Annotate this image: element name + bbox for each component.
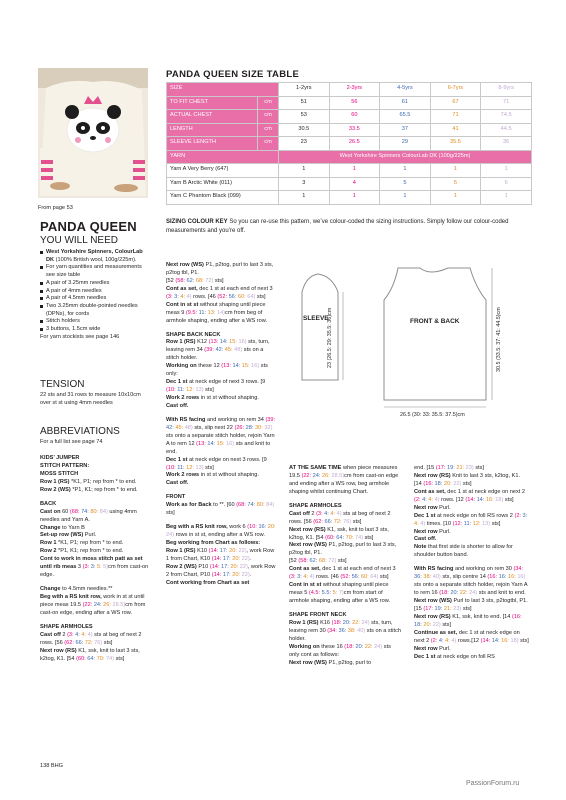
sleeve-label: SLEEVE (303, 315, 329, 322)
watermark: PassionForum.ru (466, 780, 520, 787)
yarn-header-row: YARN West Yorkshire Spinners ColourLab DK (100g/225m) (167, 150, 532, 164)
material-item: A pair of 4mm needles (40, 288, 152, 296)
pattern-column-3: AT THE SAME TIME when piece measures 19.5 (22: 24: 26: 28.5)cm from cast-on edge and ending after a WS row, beg armhole shaping whilst continuing Chart. SHAPE ARMHOLES Cast off 2 (3: 4: 4: 4) sts at beg of next 2 rows. [56 (62: 66: 72: 76) sts] Next row (RS) K1, ssk, knit to last 3 sts, k2tog, K1. [54 (60: 64: 70: 74) sts] Next row (WS) P1, p2tog, purl to last 3 sts, p2tog tbl, P1. [52 (58: 62: 68: 72) sts] Cont as set, dec 1 st at each end of next 3 (3: 3: 4: 4) rows. [46 (52: 56: 60: 64) sts] Cont in st st without shaping until piece meas 5 (4.5: 5.5: 5: 7)cm from start of armhole shaping, ending after a WS row. SHAPE FRONT NECK Row 1 (RS) K16 (18: 20: 22: 24) sts, turn, leaving rem 30 (34: 36: 38: 40) sts on a stitch holder. Working on these 16 (18: 20: 22: 24) sts only cont as follows: Next row (WS) P1, p2tog, purl to (289, 465, 401, 666)
abbreviations-heading: ABBREVIATIONS (40, 426, 120, 437)
materials-list (40, 249, 152, 342)
stockists-note: For yarn stockists see page 146 (40, 333, 120, 340)
sweater-photo (38, 68, 148, 198)
material-item: For yarn quantities and measurements see size table (40, 264, 152, 279)
material-item: 3 buttons, 1.5cm wide (40, 326, 152, 334)
size-label: SIZE (167, 83, 279, 97)
front-back-shape (384, 268, 486, 400)
tension-text: 22 sts and 31 rows to measure 10x10cm over st st using 4mm needles (40, 392, 141, 406)
table-row: SLEEVE LENGTH cm 23 26.5 29 35.5 36 (167, 137, 532, 151)
tension-heading: TENSION (40, 379, 85, 390)
size-col: 4-5yrs (380, 83, 431, 97)
pattern-title: PANDA QUEEN (40, 219, 137, 234)
table-row: Yarn C Phantom Black (099) 1 1 1 1 1 (167, 191, 532, 205)
table-row: Yarn B Arctic White (011) 3 4 5 5 6 (167, 177, 532, 191)
abbreviations-text: For a full list see page 74 (40, 439, 103, 445)
material-item: Stitch holders (40, 318, 152, 326)
size-header-row (167, 83, 532, 97)
size-table-title: PANDA QUEEN SIZE TABLE (166, 69, 300, 80)
body-width-label: 26.5 (30: 33: 35.5: 37.5)cm (400, 412, 465, 418)
sizing-colour-key: SIZING COLOUR KEY So you can re-use this pattern, we’ve colour-coded the sizing instructions. Simply follow our colour-coded measurements and you’re off. (166, 219, 509, 234)
table-row: ACTUAL CHEST cm 53 60 65.5 71 74.5 (167, 110, 532, 124)
size-col: 1-2yrs (279, 83, 330, 97)
sleeve-length-label: 23 (26.5: 29: 35.5: 36)cm (327, 307, 333, 368)
material-item: West Yorkshire Spinners, ColourLab DK (100% British wool, 100g/225m). (40, 249, 152, 264)
body-length-label: 30.5 (33.5: 37: 41: 44.5)cm (496, 307, 502, 372)
front-back-label: FRONT & BACK (410, 318, 460, 325)
material-item: A pair of 3.25mm needles (40, 280, 152, 288)
material-item: A pair of 4.5mm needles (40, 295, 152, 303)
size-col: 8-9yrs (481, 83, 532, 97)
size-col: 6-7yrs (430, 83, 481, 97)
material-item: Two 3.25mm double-pointed needles (DPNs), for cords (40, 303, 152, 318)
pattern-column-4: end. [15 (17: 19: 21: 23) sts] Next row (RS) Knit to last 3 sts, k2tog, K1. [14 (16: 18: 20: 22) sts] Cont as set, dec 1 st at neck edge on next 2 (2: 4: 4: 4) rows. [12 (14: 14: 16: 18) sts] Next row Purl. Dec 1 st at neck edge on foll RS rows 2 (2: 3: 4: 4) times. [10 (12: 11: 12: 13) sts] Next row Purl. Cast off. Note that first side is shorter to allow for shoulder button band. With RS facing and working on rem 30 (34: 36: 38: 40) sts, slip centre 14 (16: 16: 16: 16) sts onto a separate stitch holder, rejoin Yarn A to rem 16 (18: 20: 22: 24) sts and knit to end. Next row (WS) Purl to last 3 sts, p2togtbl, P1. [15 (17: 19: 21: 23) sts] Next row (RS) K1, ssk, knit to end. [14 (16: 18: 20: 22) sts] Continue as set, dec 1 st at neck edge on next 2 (2: 4: 4: 4) rows.[12 (14: 14: 16: 18) sts] Next row Purl. Dec 1 st at neck edge on foll RS (414, 465, 529, 660)
pattern-column-2: Next row (WS) P1, p2tog, purl to last 3 sts, p2tog tbl, P1. [52 (58: 62: 68: 72) sts] Cont as set, dec 1 st at each end of next 3 (3: 3: 4: 4) rows. [46 (52: 56: 60: 64) sts] Cont in st st without shaping until piece meas 9 (9.5: 11: 13: 14)cm from beg of armhole shaping, ending after a WS row. SHAPE BACK NECK Row 1 (RS) K12 (13: 14: 15: 16) sts, turn, leaving rem 34 (39: 42: 45: 48) sts on a stitch holder. Working on these 12 (13: 14: 15: 16) sts only: Dec 1 st at neck edge of next 3 rows. [9 (10: 11: 12: 13) sts] Work 2 rows in st st without shaping. Cast off. With RS facing and working on rem 34 (39: 42: 45: 48) sts, slip next 22 (26: 28: 30: 32) sts onto a separate stitch holder, rejoin Yarn A to rem 12 (13: 14: 15: 16) sts and knit to end. Dec 1 st at neck edge on next 3 rows. [9 (10: 11: 12: 13) sts] Work 2 rows in st st without shaping. Cast off. FRONT Work as for Back to **. [60 (68: 74: 80: 84) sts] Beg with a RS knit row, work 6 (10: 16: 20: 24) rows in st st, ending after a WS row. Beg working from Chart as follows: Row 1 (RS) K10 (14: 17: 20: 22), work Row 1 from Chart, K10 (14: 17: 20: 22). Row 2 (WS) P10 (14: 17: 20: 22), work Row 2 from Chart, P10 (14: 17: 20: 22). Cont working from Chart as set (166, 262, 276, 586)
size-col: 2-3yrs (329, 83, 380, 97)
size-table (166, 82, 532, 205)
pattern-column-1: KIDS’ JUMPER STITCH PATTERN: MOSS STITCH Row 1 (RS) *K1, P1; rep from * to end. Row 2 (WS) *P1, K1; rep from * to end. BACK Cast on 60 (68: 74: 80: 84) using 4mm needles and Yarn A. Change to Yarn B Set-up row (WS) Purl. Row 1 *K1, P1; rep from * to end. Row 2 *P1, K1; rep from * to end. Cont to work in moss stitch patt as set until rib meas 3 (3: 3: 5: 5)cm from cast-on edge. Change to 4.5mm needles.** Beg with a RS knit row, work in st st until piece meas 19.5 (22: 24: 26: 28.5)cm from cast-on edge, ending after a WS row. SHAPE ARMHOLES Cast off 2 (3: 4: 4: 4) sts at beg of next 2 rows. [56 (62: 66: 72: 76) sts] Next row (RS) K1, ssk, knit to last 3 sts, k2tog, K1. [54 (60: 64: 70: 74) sts] (40, 455, 149, 662)
you-will-need-heading: YOU WILL NEED (40, 235, 118, 246)
photo-caption: From page 53 (38, 205, 73, 211)
table-row: TO FIT CHEST cm 51 56 61 67 71 (167, 96, 532, 110)
table-row: LENGTH cm 30.5 33.5 37 41 44.5 (167, 123, 532, 137)
page-footer: 138 BHG (40, 763, 64, 769)
table-row: Yarn A Very Berry (647) 1 1 1 1 1 (167, 164, 532, 178)
panda-sweater-image (38, 68, 148, 198)
